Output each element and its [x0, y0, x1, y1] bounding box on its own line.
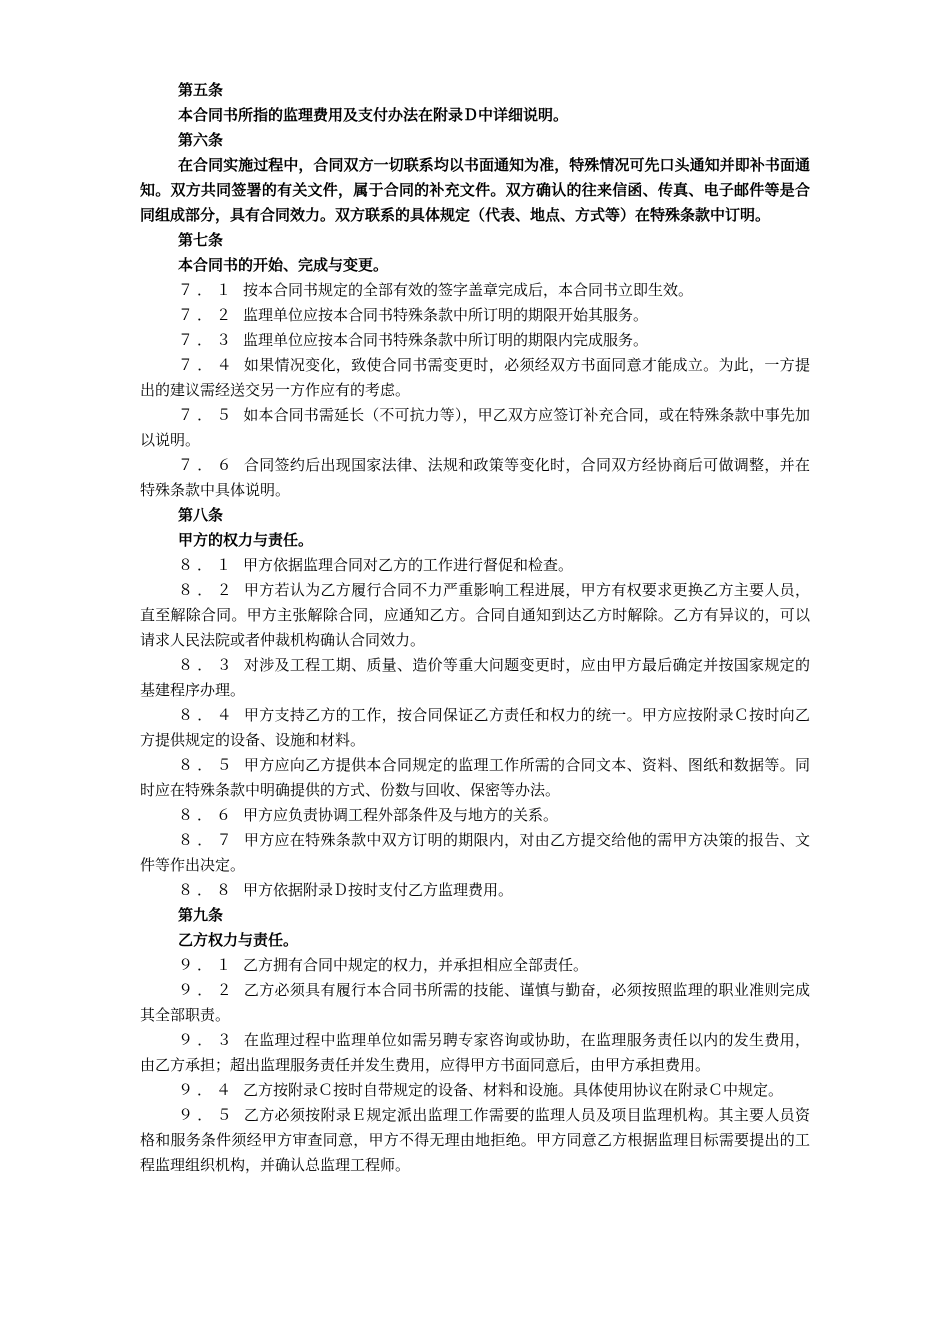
clause-number: ８．５ [178, 756, 236, 774]
article-6-heading: 第六条 [178, 131, 224, 149]
clause-7-3 [140, 328, 810, 353]
clause-text: 甲方依据监理合同对乙方的工作进行督促和检查。 [243, 556, 574, 574]
clause-text: 乙方必须具有履行本合同书所需的技能、谨慎与勤奋，必须按照监理的职业准则完成其全部职责。 [140, 981, 810, 1024]
clause-8-3 [140, 653, 810, 703]
clause-text: 合同签约后出现国家法律、法规和政策等变化时，合同双方经协商后可做调整，并在特殊条款中具体说明。 [140, 456, 810, 499]
clause-text: 乙方拥有合同中规定的权力，并承担相应全部责任。 [243, 956, 589, 974]
clause-text: 乙方按附录Ｃ按时自带规定的设备、材料和设施。具体使用协议在附录Ｃ中规定。 [243, 1081, 784, 1099]
clause-text: 监理单位应按本合同书特殊条款中所订明的期限开始其服务。 [243, 306, 649, 324]
clause-number: ８．１ [178, 556, 236, 574]
clause-7-6 [140, 453, 810, 503]
clause-number: ８．２ [178, 581, 236, 599]
clause-text: 甲方应负责协调工程外部条件及与地方的关系。 [243, 806, 559, 824]
article-7-clauses [140, 278, 810, 503]
clause-8-6 [140, 803, 810, 828]
clause-number: ９．３ [178, 1031, 236, 1049]
clause-7-1 [140, 278, 810, 303]
document-page [140, 78, 810, 1178]
clause-text: 按本合同书规定的全部有效的签字盖章完成后，本合同书立即生效。 [243, 281, 694, 299]
clause-7-5 [140, 403, 810, 453]
clause-number: ８．４ [178, 706, 236, 724]
clause-9-4 [140, 1078, 810, 1103]
clause-number: ９．１ [178, 956, 236, 974]
clause-8-2 [140, 578, 810, 653]
clause-9-3 [140, 1028, 810, 1078]
clause-8-8 [140, 878, 810, 903]
article-7-lead: 本合同书的开始、完成与变更。 [178, 256, 389, 274]
clause-number: ９．４ [178, 1081, 236, 1099]
article-8-clauses [140, 553, 810, 903]
clause-9-5 [140, 1103, 810, 1178]
clause-number: ８．７ [178, 831, 236, 849]
clause-text: 如本合同书需延长（不可抗力等），甲乙双方应签订补充合同，或在特殊条款中事先加以说明。 [140, 406, 810, 449]
clause-7-2 [140, 303, 810, 328]
clause-number: ７．２ [178, 306, 236, 324]
article-9-heading: 第九条 [178, 906, 224, 924]
clause-text: 甲方支持乙方的工作，按合同保证乙方责任和权力的统一。甲方应按附录Ｃ按时向乙方提供规定的设备、设施和材料。 [140, 706, 810, 749]
clause-9-1 [140, 953, 810, 978]
article-9-lead: 乙方权力与责任。 [178, 931, 299, 949]
clause-8-4 [140, 703, 810, 753]
clause-text: 甲方若认为乙方履行合同不力严重影响工程进展，甲方有权要求更换乙方主要人员，直至解除合同。甲方主张解除合同，应通知乙方。合同自通知到达乙方时解除。乙方有异议的，可以请求人民法院或者仲裁机构确认合同效力。 [140, 581, 810, 649]
clause-text: 如果情况变化，致使合同书需变更时，必须经双方书面同意才能成立。为此，一方提出的建议需经送交另一方作应有的考虑。 [140, 356, 810, 399]
clause-number: ７．４ [178, 356, 236, 374]
clause-number: ７．６ [178, 456, 236, 474]
article-6-text: 在合同实施过程中，合同双方一切联系均以书面通知为准，特殊情况可先口头通知并即补书面通知。双方共同签署的有关文件，属于合同的补充文件。双方确认的往来信函、传真、电子邮件等是合同组成部分，具有合同效力。双方联系的具体规定（代表、地点、方式等）在特殊条款中订明。 [140, 156, 810, 224]
clause-number: ８．３ [178, 656, 236, 674]
clause-number: ８．６ [178, 806, 236, 824]
clause-8-1 [140, 553, 810, 578]
article-5-heading: 第五条 [178, 81, 224, 99]
clause-number: ７．３ [178, 331, 236, 349]
clause-8-5 [140, 753, 810, 803]
clause-text: 对涉及工程工期、质量、造价等重大问题变更时，应由甲方最后确定并按国家规定的基建程序办理。 [140, 656, 810, 699]
clause-number: ８．８ [178, 881, 236, 899]
clause-number: ７．１ [178, 281, 236, 299]
clause-9-2 [140, 978, 810, 1028]
article-5-text: 本合同书所指的监理费用及支付办法在附录Ｄ中详细说明。 [178, 106, 569, 124]
clause-text: 监理单位应按本合同书特殊条款中所订明的期限内完成服务。 [243, 331, 649, 349]
article-9-clauses [140, 953, 810, 1178]
clause-text: 甲方应向乙方提供本合同规定的监理工作所需的合同文本、资料、图纸和数据等。同时应在特殊条款中明确提供的方式、份数与回收、保密等办法。 [140, 756, 810, 799]
clause-number: ９．２ [178, 981, 236, 999]
clause-text: 甲方应在特殊条款中双方订明的期限内，对由乙方提交给他的需甲方决策的报告、文件等作出决定。 [140, 831, 810, 874]
clause-7-4 [140, 353, 810, 403]
clause-8-7 [140, 828, 810, 878]
clause-text: 在监理过程中监理单位如需另聘专家咨询或协助，在监理服务责任以内的发生费用，由乙方承担；超出监理服务责任并发生费用，应得甲方书面同意后，由甲方承担费用。 [140, 1031, 810, 1074]
article-7-heading: 第七条 [178, 231, 224, 249]
clause-text: 甲方依据附录Ｄ按时支付乙方监理费用。 [243, 881, 514, 899]
article-8-lead: 甲方的权力与责任。 [178, 531, 314, 549]
clause-number: ７．５ [178, 406, 236, 424]
clause-number: ９．５ [178, 1106, 236, 1124]
article-8-heading: 第八条 [178, 506, 224, 524]
clause-text: 乙方必须按附录Ｅ规定派出监理工作需要的监理人员及项目监理机构。其主要人员资格和服务条件须经甲方审查同意，甲方不得无理由地拒绝。甲方同意乙方根据监理目标需要提出的工程监理组织机构，并确认总监理工程师。 [140, 1106, 810, 1174]
